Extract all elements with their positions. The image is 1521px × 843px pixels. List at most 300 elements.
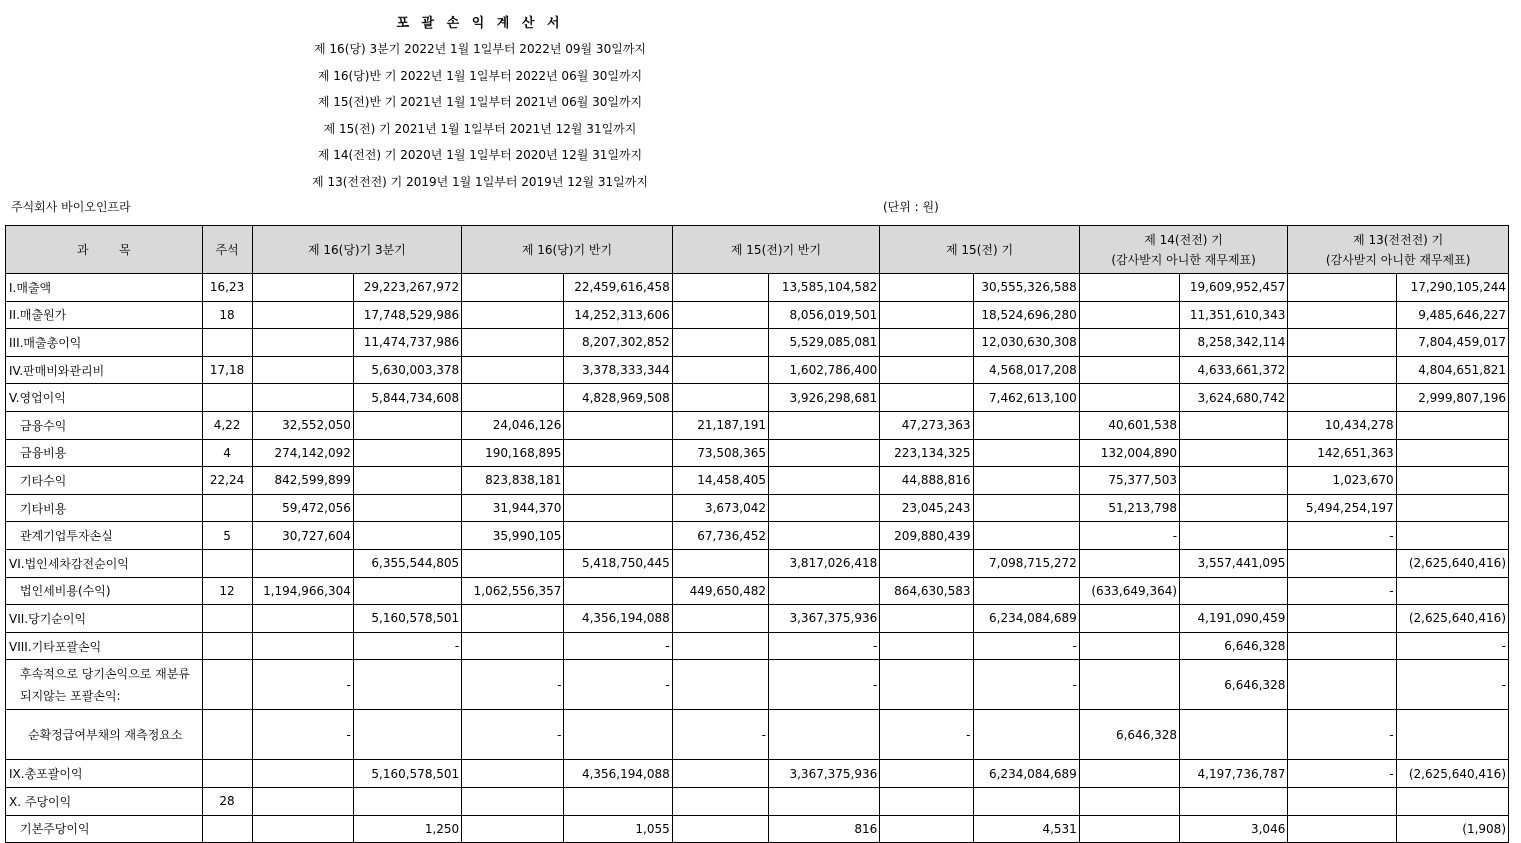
amount-cell xyxy=(252,815,353,843)
table-row xyxy=(6,660,1509,710)
table-row xyxy=(6,577,1509,605)
amount-cell xyxy=(1079,605,1179,633)
amount-cell: 14,458,405 xyxy=(672,467,768,495)
amount-cell xyxy=(973,439,1079,467)
amount-cell: 1,194,966,304 xyxy=(252,577,353,605)
amount-cell: 47,273,363 xyxy=(880,411,973,439)
col-header-period: 제 15(전)기 반기 xyxy=(672,226,880,274)
amount-cell xyxy=(973,494,1079,522)
amount-cell xyxy=(672,605,768,633)
amount-cell: 7,098,715,272 xyxy=(973,549,1079,577)
amount-cell: 1,602,786,400 xyxy=(768,356,879,384)
row-label: VI.법인세차감전순이익 xyxy=(6,549,203,577)
amount-cell xyxy=(1288,384,1396,412)
amount-cell xyxy=(973,577,1079,605)
amount-cell: - xyxy=(353,632,461,660)
amount-cell xyxy=(462,384,564,412)
amount-cell: - xyxy=(1079,522,1179,550)
period-line: 제 16(당)반 기 2022년 1월 1일부터 2022년 06월 30일까지 xyxy=(317,69,643,83)
amount-cell xyxy=(1288,549,1396,577)
table-row xyxy=(6,439,1509,467)
amount-cell xyxy=(880,301,973,329)
amount-cell: 13,585,104,582 xyxy=(768,274,879,302)
amount-cell: 3,817,026,418 xyxy=(768,549,879,577)
row-note: 5 xyxy=(202,522,252,550)
col-header-period-line2: (감사받지 아니한 재무제표) xyxy=(1111,252,1256,267)
amount-cell: 29,223,267,972 xyxy=(353,274,461,302)
table-row xyxy=(6,274,1509,302)
amount-cell: 8,258,342,114 xyxy=(1180,329,1288,357)
amount-cell: 12,030,630,308 xyxy=(973,329,1079,357)
amount-cell: 4,356,194,088 xyxy=(564,605,672,633)
amount-cell xyxy=(973,467,1079,495)
amount-cell: 14,252,313,606 xyxy=(564,301,672,329)
amount-cell: 51,213,798 xyxy=(1079,494,1179,522)
amount-cell: 823,838,181 xyxy=(462,467,564,495)
amount-cell: 1,023,670 xyxy=(1288,467,1396,495)
amount-cell xyxy=(672,632,768,660)
amount-cell: 4,197,736,787 xyxy=(1180,760,1288,788)
amount-cell xyxy=(1079,787,1179,815)
amount-cell xyxy=(1288,329,1396,357)
col-header-note: 주석 xyxy=(202,226,252,274)
amount-cell: 44,888,816 xyxy=(880,467,973,495)
table-body xyxy=(6,274,1509,843)
amount-cell xyxy=(564,577,672,605)
amount-cell xyxy=(1396,522,1508,550)
amount-cell xyxy=(353,494,461,522)
row-label: III.매출총이익 xyxy=(6,329,203,357)
row-note: 4,22 xyxy=(202,411,252,439)
amount-cell xyxy=(1079,301,1179,329)
row-note: 12 xyxy=(202,577,252,605)
amount-cell: (2,625,640,416) xyxy=(1396,760,1508,788)
amount-cell: 18,524,696,280 xyxy=(973,301,1079,329)
amount-cell: 7,462,613,100 xyxy=(973,384,1079,412)
row-note xyxy=(202,710,252,760)
amount-cell: 3,624,680,742 xyxy=(1180,384,1288,412)
row-note: 18 xyxy=(202,301,252,329)
amount-cell: 17,290,105,244 xyxy=(1396,274,1508,302)
col-header-period: 제 15(전) 기 xyxy=(880,226,1080,274)
amount-cell xyxy=(973,522,1079,550)
table-row xyxy=(6,494,1509,522)
amount-cell: 142,651,363 xyxy=(1288,439,1396,467)
amount-cell xyxy=(1180,787,1288,815)
amount-cell: 1,250 xyxy=(353,815,461,843)
amount-cell: 4,191,090,459 xyxy=(1180,605,1288,633)
amount-cell xyxy=(1180,467,1288,495)
col-header-period: 제 16(당)기 반기 xyxy=(462,226,673,274)
amount-cell xyxy=(880,605,973,633)
amount-cell: - xyxy=(1288,577,1396,605)
amount-cell: 1,062,556,357 xyxy=(462,577,564,605)
amount-cell: 3,378,333,344 xyxy=(564,356,672,384)
amount-cell xyxy=(564,439,672,467)
amount-cell xyxy=(462,815,564,843)
amount-cell: 3,367,375,936 xyxy=(768,605,879,633)
amount-cell: 40,601,538 xyxy=(1079,411,1179,439)
col-header-item: 과 목 xyxy=(6,226,203,274)
amount-cell xyxy=(880,549,973,577)
amount-cell xyxy=(880,632,973,660)
amount-cell xyxy=(768,522,879,550)
amount-cell: - xyxy=(1288,522,1396,550)
row-label: 순확정급여부채의 재측정요소 xyxy=(6,710,203,760)
amount-cell xyxy=(462,605,564,633)
amount-cell: 449,650,482 xyxy=(672,577,768,605)
amount-cell: 10,434,278 xyxy=(1288,411,1396,439)
period-line: 제 15(전)반 기 2021년 1월 1일부터 2021년 06월 30일까지 xyxy=(317,95,643,109)
amount-cell xyxy=(1288,787,1396,815)
company-name: 주식회사 바이오인프라 xyxy=(11,200,131,214)
amount-cell xyxy=(1396,787,1508,815)
amount-cell xyxy=(252,274,353,302)
amount-cell xyxy=(1396,439,1508,467)
amount-cell: 6,646,328 xyxy=(1180,632,1288,660)
amount-cell xyxy=(672,301,768,329)
row-note: 22,24 xyxy=(202,467,252,495)
amount-cell xyxy=(880,815,973,843)
amount-cell: 3,046 xyxy=(1180,815,1288,843)
row-label: IV.판매비와관리비 xyxy=(6,356,203,384)
amount-cell: 190,168,895 xyxy=(462,439,564,467)
amount-cell: (2,625,640,416) xyxy=(1396,549,1508,577)
amount-cell xyxy=(564,411,672,439)
amount-cell xyxy=(672,384,768,412)
amount-cell: - xyxy=(252,660,353,710)
amount-cell: 24,046,126 xyxy=(462,411,564,439)
row-note xyxy=(202,384,252,412)
amount-cell xyxy=(564,494,672,522)
table-row xyxy=(6,411,1509,439)
amount-cell xyxy=(1288,660,1396,710)
row-label: V.영업이익 xyxy=(6,384,203,412)
amount-cell: 22,459,616,458 xyxy=(564,274,672,302)
amount-cell: 5,844,734,608 xyxy=(353,384,461,412)
amount-cell xyxy=(672,329,768,357)
amount-cell xyxy=(1396,710,1508,760)
amount-cell: - xyxy=(1396,632,1508,660)
amount-cell xyxy=(973,787,1079,815)
table-row xyxy=(6,356,1509,384)
amount-cell: 7,804,459,017 xyxy=(1396,329,1508,357)
row-label: 금융수익 xyxy=(6,411,203,439)
amount-cell: - xyxy=(768,632,879,660)
amount-cell xyxy=(672,660,768,710)
amount-cell: (1,908) xyxy=(1396,815,1508,843)
amount-cell xyxy=(353,411,461,439)
amount-cell xyxy=(353,439,461,467)
amount-cell: 2,999,807,196 xyxy=(1396,384,1508,412)
amount-cell xyxy=(462,356,564,384)
amount-cell xyxy=(768,411,879,439)
amount-cell: 3,926,298,681 xyxy=(768,384,879,412)
amount-cell xyxy=(564,467,672,495)
amount-cell: 17,748,529,986 xyxy=(353,301,461,329)
row-label: 후속적으로 당기손익으로 재분류되지않는 포괄손익: xyxy=(6,660,203,710)
amount-cell xyxy=(252,549,353,577)
amount-cell xyxy=(880,760,973,788)
amount-cell xyxy=(1180,411,1288,439)
amount-cell: 8,056,019,501 xyxy=(768,301,879,329)
amount-cell: 4,356,194,088 xyxy=(564,760,672,788)
amount-cell xyxy=(1079,329,1179,357)
amount-cell xyxy=(252,356,353,384)
amount-cell: 5,160,578,501 xyxy=(353,760,461,788)
amount-cell xyxy=(768,787,879,815)
amount-cell xyxy=(252,605,353,633)
header-row xyxy=(6,226,1509,274)
amount-cell xyxy=(252,632,353,660)
row-note xyxy=(202,815,252,843)
amount-cell xyxy=(1079,632,1179,660)
amount-cell: 75,377,503 xyxy=(1079,467,1179,495)
col-header-period-line2: (감사받지 아니한 재무제표) xyxy=(1325,252,1471,267)
amount-cell: 223,134,325 xyxy=(880,439,973,467)
amount-cell: - xyxy=(1396,660,1508,710)
amount-cell xyxy=(462,787,564,815)
amount-cell xyxy=(353,787,461,815)
amount-cell: 209,880,439 xyxy=(880,522,973,550)
amount-cell xyxy=(672,787,768,815)
amount-cell xyxy=(880,384,973,412)
amount-cell xyxy=(768,494,879,522)
amount-cell xyxy=(353,710,461,760)
amount-cell xyxy=(880,787,973,815)
amount-cell xyxy=(880,660,973,710)
amount-cell xyxy=(1288,301,1396,329)
row-label: VIII.기타포괄손익 xyxy=(6,632,203,660)
table-row xyxy=(6,632,1509,660)
period-line: 제 13(전전전) 기 2019년 1월 1일부터 2019년 12월 31일까지 xyxy=(312,175,648,189)
amount-cell: 5,494,254,197 xyxy=(1288,494,1396,522)
amount-cell xyxy=(1288,356,1396,384)
amount-cell: 6,646,328 xyxy=(1180,660,1288,710)
table-row xyxy=(6,760,1509,788)
row-label: VII.당기순이익 xyxy=(6,605,203,633)
amount-cell: 11,351,610,343 xyxy=(1180,301,1288,329)
row-label: 관계기업투자손실 xyxy=(6,522,203,550)
amount-cell xyxy=(564,787,672,815)
amount-cell: 59,472,056 xyxy=(252,494,353,522)
amount-cell xyxy=(672,549,768,577)
amount-cell: 6,234,084,689 xyxy=(973,605,1079,633)
amount-cell xyxy=(1079,356,1179,384)
period-line: 제 15(전) 기 2021년 1월 1일부터 2021년 12월 31일까지 xyxy=(323,122,637,136)
amount-cell: 4,804,651,821 xyxy=(1396,356,1508,384)
row-label: II.매출원가 xyxy=(6,301,203,329)
amount-cell: 6,355,544,805 xyxy=(353,549,461,577)
currency-unit: (단위 : 원) xyxy=(883,200,939,214)
statement-title: 포 괄 손 익 계 산 서 xyxy=(396,16,564,31)
amount-cell xyxy=(880,329,973,357)
amount-cell: 35,990,105 xyxy=(462,522,564,550)
amount-cell: (633,649,364) xyxy=(1079,577,1179,605)
amount-cell xyxy=(1079,660,1179,710)
amount-cell xyxy=(1079,384,1179,412)
table-row xyxy=(6,329,1509,357)
amount-cell xyxy=(353,660,461,710)
amount-cell xyxy=(1288,605,1396,633)
amount-cell xyxy=(252,301,353,329)
amount-cell: 8,207,302,852 xyxy=(564,329,672,357)
amount-cell xyxy=(1180,522,1288,550)
amount-cell: 9,485,646,227 xyxy=(1396,301,1508,329)
row-note xyxy=(202,660,252,710)
amount-cell xyxy=(353,577,461,605)
amount-cell xyxy=(672,815,768,843)
row-note xyxy=(202,632,252,660)
amount-cell xyxy=(462,274,564,302)
amount-cell: 21,187,191 xyxy=(672,411,768,439)
amount-cell xyxy=(973,710,1079,760)
amount-cell: (2,625,640,416) xyxy=(1396,605,1508,633)
amount-cell xyxy=(1288,632,1396,660)
amount-cell: 5,160,578,501 xyxy=(353,605,461,633)
amount-cell: 4,633,661,372 xyxy=(1180,356,1288,384)
amount-cell: 3,557,441,095 xyxy=(1180,549,1288,577)
table-row xyxy=(6,710,1509,760)
amount-cell xyxy=(1180,439,1288,467)
amount-cell xyxy=(672,274,768,302)
amount-cell: 11,474,737,986 xyxy=(353,329,461,357)
row-note: 28 xyxy=(202,787,252,815)
amount-cell xyxy=(564,522,672,550)
amount-cell xyxy=(1288,815,1396,843)
row-note xyxy=(202,329,252,357)
amount-cell: - xyxy=(564,632,672,660)
amount-cell: - xyxy=(880,710,973,760)
amount-cell: 4,568,017,208 xyxy=(973,356,1079,384)
table-row xyxy=(6,815,1509,843)
amount-cell xyxy=(462,632,564,660)
amount-cell: 1,055 xyxy=(564,815,672,843)
amount-cell: 4,531 xyxy=(973,815,1079,843)
amount-cell xyxy=(768,439,879,467)
amount-cell: 816 xyxy=(768,815,879,843)
amount-cell: 6,646,328 xyxy=(1079,710,1179,760)
income-statement-table xyxy=(5,225,1509,843)
amount-cell xyxy=(1180,710,1288,760)
amount-cell: 30,555,326,588 xyxy=(973,274,1079,302)
col-header-period xyxy=(1288,226,1509,274)
amount-cell: 6,234,084,689 xyxy=(973,760,1079,788)
row-note xyxy=(202,605,252,633)
row-label: IX.총포괄이익 xyxy=(6,760,203,788)
table-row xyxy=(6,522,1509,550)
amount-cell xyxy=(353,467,461,495)
amount-cell: 274,142,092 xyxy=(252,439,353,467)
row-note: 16,23 xyxy=(202,274,252,302)
amount-cell: - xyxy=(973,632,1079,660)
row-note xyxy=(202,760,252,788)
amount-cell xyxy=(768,467,879,495)
amount-cell: 30,727,604 xyxy=(252,522,353,550)
amount-cell: 842,599,899 xyxy=(252,467,353,495)
amount-cell: 32,552,050 xyxy=(252,411,353,439)
amount-cell: 23,045,243 xyxy=(880,494,973,522)
amount-cell: - xyxy=(1288,760,1396,788)
amount-cell xyxy=(1396,411,1508,439)
table-row xyxy=(6,384,1509,412)
amount-cell: - xyxy=(252,710,353,760)
row-label: 기타비용 xyxy=(6,494,203,522)
amount-cell: - xyxy=(1288,710,1396,760)
amount-cell: 3,673,042 xyxy=(672,494,768,522)
amount-cell xyxy=(672,760,768,788)
amount-cell xyxy=(768,577,879,605)
amount-cell: 5,630,003,378 xyxy=(353,356,461,384)
row-label: 기본주당이익 xyxy=(6,815,203,843)
amount-cell: 5,529,085,081 xyxy=(768,329,879,357)
row-note: 4 xyxy=(202,439,252,467)
amount-cell: - xyxy=(973,660,1079,710)
amount-cell: - xyxy=(564,660,672,710)
amount-cell: 31,944,370 xyxy=(462,494,564,522)
row-label: 법인세비용(수익) xyxy=(6,577,203,605)
col-header-period-line1: 제 14(전전) 기 xyxy=(1144,232,1223,247)
table-row xyxy=(6,301,1509,329)
row-note: 17,18 xyxy=(202,356,252,384)
table-row xyxy=(6,787,1509,815)
amount-cell: 19,609,952,457 xyxy=(1180,274,1288,302)
amount-cell xyxy=(1079,760,1179,788)
amount-cell: 67,736,452 xyxy=(672,522,768,550)
col-header-period xyxy=(1079,226,1288,274)
row-label: 기타수익 xyxy=(6,467,203,495)
table-row xyxy=(6,605,1509,633)
amount-cell xyxy=(973,411,1079,439)
row-note xyxy=(202,494,252,522)
amount-cell: 132,004,890 xyxy=(1079,439,1179,467)
amount-cell xyxy=(1180,494,1288,522)
amount-cell xyxy=(353,522,461,550)
row-label: X. 주당이익 xyxy=(6,787,203,815)
row-label: 금융비용 xyxy=(6,439,203,467)
col-header-period-line1: 제 13(전전전) 기 xyxy=(1353,232,1444,247)
amount-cell xyxy=(462,549,564,577)
amount-cell xyxy=(1396,467,1508,495)
table-row xyxy=(6,549,1509,577)
amount-cell xyxy=(1288,274,1396,302)
amount-cell: 3,367,375,936 xyxy=(768,760,879,788)
amount-cell xyxy=(1180,577,1288,605)
amount-cell: - xyxy=(462,660,564,710)
amount-cell: 5,418,750,445 xyxy=(564,549,672,577)
amount-cell xyxy=(252,384,353,412)
period-line: 제 14(전전) 기 2020년 1월 1일부터 2020년 12월 31일까지 xyxy=(317,148,643,162)
amount-cell xyxy=(768,710,879,760)
col-header-period: 제 16(당)기 3분기 xyxy=(252,226,462,274)
amount-cell xyxy=(1079,274,1179,302)
amount-cell xyxy=(880,274,973,302)
amount-cell xyxy=(1396,577,1508,605)
amount-cell xyxy=(1079,549,1179,577)
amount-cell: - xyxy=(462,710,564,760)
row-note xyxy=(202,549,252,577)
amount-cell xyxy=(252,329,353,357)
amount-cell xyxy=(252,787,353,815)
amount-cell xyxy=(880,356,973,384)
amount-cell xyxy=(462,760,564,788)
period-line: 제 16(당) 3분기 2022년 1월 1일부터 2022년 09월 30일까지 xyxy=(314,42,646,56)
table-row xyxy=(6,467,1509,495)
amount-cell: 4,828,969,508 xyxy=(564,384,672,412)
amount-cell: - xyxy=(672,710,768,760)
amount-cell xyxy=(252,760,353,788)
amount-cell xyxy=(1079,815,1179,843)
